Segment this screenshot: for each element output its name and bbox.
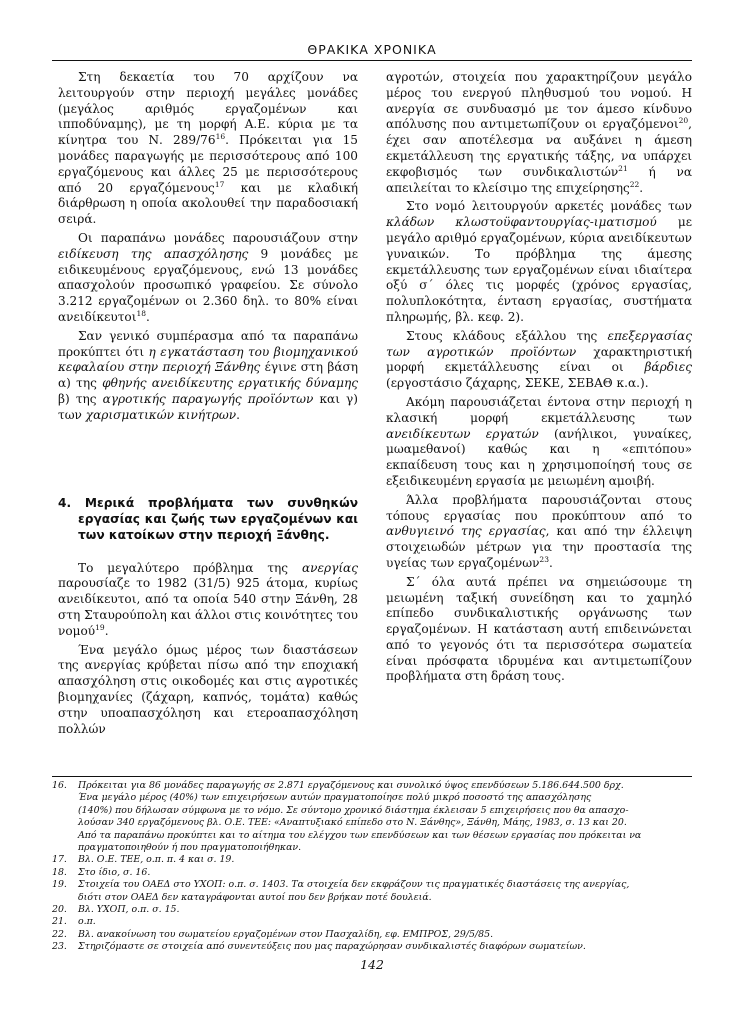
footnote-ref[interactable]: 23 bbox=[539, 554, 549, 564]
footnote-text: Στηριζόμαστε σε στοιχεία από συνεντεύξεις που μας παραχώρησαν συνδικαλιστές διαφόρων σωματείων. bbox=[78, 941, 586, 953]
footnote-number: 16. bbox=[52, 780, 67, 791]
footnote-rule bbox=[52, 776, 692, 777]
footnote-ref[interactable]: 17 bbox=[214, 179, 225, 189]
footnote bbox=[52, 780, 692, 854]
footnote-ref[interactable]: 22 bbox=[629, 179, 640, 189]
paragraph: Ένα μεγάλο όμως μέρος των διαστάσεων της ανεργίας κρύβεται πίσω από την εποχιακή απασχόληση στις οικοδομές και στις αγροτικές βιομηχανίες (ζάχαρη, καπνός, τομάτα) καθώς στην υποαπασχόληση και ετεροαπασχόληση πολλών bbox=[58, 642, 358, 736]
section-spacer bbox=[58, 427, 358, 495]
footnote bbox=[52, 941, 692, 953]
right-column bbox=[386, 70, 692, 688]
footnote-text: ο.π. bbox=[78, 916, 96, 928]
left-column bbox=[58, 70, 358, 740]
footnote-text: Στο ίδιο, σ. 16. bbox=[78, 866, 151, 878]
paragraph: Το μεγαλύτερο πρόβλημα της ανεργίας παρουσίαζε το 1982 (31/5) 925 άτομα, κυρίως ανειδίκευτοι, από τα οποία 540 στην Ξάνθη, 28 στη Σταυρούπολη και άλλοι στις κοινότητες του νομού$^{19}$. bbox=[58, 560, 358, 638]
footnote-text: Πρόκειται για 86 μονάδες παραγωγής σε 2.871 εργαζόμενους και συνολικό ύψος επενδύσεων 5.186.644.500 δρχ. Ένα μεγάλο μέρος (40%) των επιχειρήσεων αυτών πραγματοποίησε πολύ μικρό ποσοστό της απασχόλησης (140%) που δήλωσαν σύμφωνα με το νόμο. Σε σύντομο χρονικό διάστημα έκλεισαν 5 επιχειρήσεις που θα απασχο- λούσαν 340 εργαζόμενους βλ. Ο.Ε. ΤΕΕ: «Αναπτυξιακό επίπεδο στο Ν. Ξάνθης», Ξάνθη, Μάης, 1983, σ. 13 και 20. Από τα παραπάνω προκύπτει και το αίτημα του ελέγχου των επενδύσεων και των θέσεων εργασίας που πρόκειται να πραγματοποιηθούν ή που πραγματοποιήθηκαν. bbox=[78, 780, 642, 854]
paragraph: Ακόμη παρουσιάζεται έντονα στην περιοχή η κλασική μορφή εκμετάλλευσης των ανειδίκευτων εργατών (ανήλικοι, γυναίκες, μωαμεθανοί) καθώς και η «επιτόπου» εκπαίδευση τους και η χρησιμοποίησή τους σε εξειδικευμένη εργασία με μειωμένη αμοιβή. bbox=[386, 394, 692, 488]
paragraph: Σαν γενικό συμπέρασμα από τα παραπάνω προκύπτει ότι η εγκατάσταση του βιομηχανικού κεφαλαίου στην περιοχή Ξάνθης έγινε στη βάση α) της φθηνής ανειδίκευτης εργατικής δύναμης β) της αγροτικής παραγωγής προϊόντων και γ) των χαρισματικών κινήτρων. bbox=[58, 328, 359, 422]
paragraph: Άλλα προβλήματα παρουσιάζονται στους τόπους εργασίας που προκύπτουν από το ανθυγιεινό της εργασίας, και από την έλλειψη στοιχειωδών μέτρων για την προστασία της υγείας των εργαζομένων$^{23}$. bbox=[386, 492, 692, 570]
footnote-number: 21. bbox=[52, 916, 67, 928]
footnote-ref[interactable]: 18 bbox=[136, 308, 146, 318]
footnote-number: 17. bbox=[52, 854, 67, 866]
footnote-ref[interactable]: 19 bbox=[95, 622, 105, 632]
paragraph: Στο νομό λειτουργούν αρκετές μονάδες των κλάδων κλωστοϋφαντουργίας-ιματισμού με μεγάλο αριθμό εργαζομένων, κύρια ανειδίκευτων γυναικών. Το πρόβλημα της άμεσης εκμετάλλευσης των εργαζομένων είναι ιδιαίτερα οξύ σ΄ όλες τις μορφές (χρόνος εργασίας, πολυπλοκότητα, ένταση εργασίας, συστήματα πληρωμής, βλ. κεφ. 2). bbox=[386, 199, 692, 324]
footnote-text: Βλ. ΥΧΟΠ, ο.π. σ. 15. bbox=[78, 904, 180, 916]
paragraph: Στους κλάδους εξάλλου της επεξεργασίας των αγροτικών προϊόντων χαρακτηριστική μορφή εκμετάλλευσης είναι οι βάρδιες (εργοστάσιο ζάχαρης, ΣΕΚΕ, ΣΕΒΑΘ κ.α.). bbox=[386, 328, 692, 391]
section-heading: 4. Μερικά προβλήματα των συνθηκών εργασίας και ζωής των εργαζομένων και των κατοίκων στην περιοχή Ξάνθης. bbox=[58, 495, 358, 542]
footnote-text: Βλ. ανακοίνωση του σωματείου εργαζομένων στον Πασχαλίδη, εφ. ΕΜΠΡΟΣ, 29/5/85. bbox=[78, 928, 494, 940]
footnote-number: 23. bbox=[52, 941, 67, 953]
footnote-number: 20. bbox=[52, 904, 67, 916]
footnote-ref[interactable]: 21 bbox=[618, 163, 628, 173]
running-title: ΘΡΑΚΙΚΑ ΧΡΟΝΙΚΑ bbox=[307, 42, 437, 57]
paragraph: Στη δεκαετία του 70 αρχίζουν να λειτουργούν στην περιοχή μεγάλες μονάδες (μεγάλος αριθμός εργαζομένων και ιπποδύναμης), με τη μορφή Α.Ε. κύρια με τα κίνητρα του Ν. $289/76^{16}$. Πρόκειται για 15 μονάδες παραγωγής με περισσότερους από 100 εργαζόμενους και άλλες 25 με περισσότερους από 20 εργαζόμενους$^{17}$ και με κλαδική διάρθρωση η οποία ακολουθεί την παραδοσιακή σειρά. bbox=[58, 70, 359, 227]
paragraph: Οι παραπάνω μονάδες παρουσιάζουν στην ειδίκευση της απασχόλησης 9 μονάδες με ειδικευμένους εργαζόμενους, ενώ 13 μονάδες απασχολούν προσωπικό γραφείου. Σε σύνολο 3.212 εργαζομένων οι 2.360 δηλ. το 80% είναι ανειδίκευτοι$^{18}$. bbox=[58, 230, 358, 324]
footnote bbox=[52, 904, 692, 916]
footnote-ref[interactable]: 20 bbox=[678, 116, 689, 126]
footnote-ref[interactable]: 16 bbox=[215, 132, 226, 142]
footnote-text: Στοιχεία του ΟΑΕΔ στο ΥΧΟΠ: ο.π. σ. 1403. Τα στοιχεία δεν εκφράζουν τις πραγματικές διαστάσεις της ανεργίας, διότι στον ΟΑΕΔ δεν καταγράφονται αυτοί που δεν βρήκαν ποτέ δουλειά. bbox=[78, 879, 630, 903]
paragraph: Σ΄ όλα αυτά πρέπει να σημειώσουμε τη μειωμένη ταξική συνείδηση και το χαμηλό επίπεδο συνδικαλιστικής οργάνωσης των εργαζομένων. Η κατάσταση αυτή επιδεινώνεται από το γεγονός ότι τα περισσότερα σωματεία είναι πρόσφατα ιδρυμένα και αντιμετωπίζουν προβλήματα στη δράση τους. bbox=[386, 574, 692, 684]
footnote bbox=[52, 867, 692, 879]
footnote-number: 22. bbox=[52, 928, 67, 940]
footnote-text: Βλ. Ο.Ε. ΤΕΕ, ο.π. π. 4 και σ. 19. bbox=[78, 854, 235, 866]
footnote-number: 18. bbox=[52, 866, 67, 878]
paragraph: αγροτών, στοιχεία που χαρακτηρίζουν μεγάλο μέρος του ενεργού πληθυσμού του νομού. Η ανεργία σε συνδυασμό με τον άμεσο κίνδυνο απόλυσης που αντιμετωπίζουν οι εργαζόμενοι$^{20}$, έχει σαν αποτέλεσμα να αυξάνει η άμεση εκμετάλλευση της εργατικής τάξης, να υπάρχει εκφοβισμός των συνδικαλιστών$^{21}$ ή να απειλείται το κλείσιμο της επιχείρησης$^{22}$. bbox=[386, 70, 692, 195]
footnote bbox=[52, 854, 692, 866]
footnote bbox=[52, 929, 692, 941]
header-rule bbox=[52, 60, 692, 61]
footnote bbox=[52, 879, 692, 904]
footnote-number: 19. bbox=[52, 879, 67, 891]
footnotes bbox=[52, 780, 692, 954]
footnote bbox=[52, 916, 692, 928]
page-number: 142 bbox=[360, 957, 384, 972]
